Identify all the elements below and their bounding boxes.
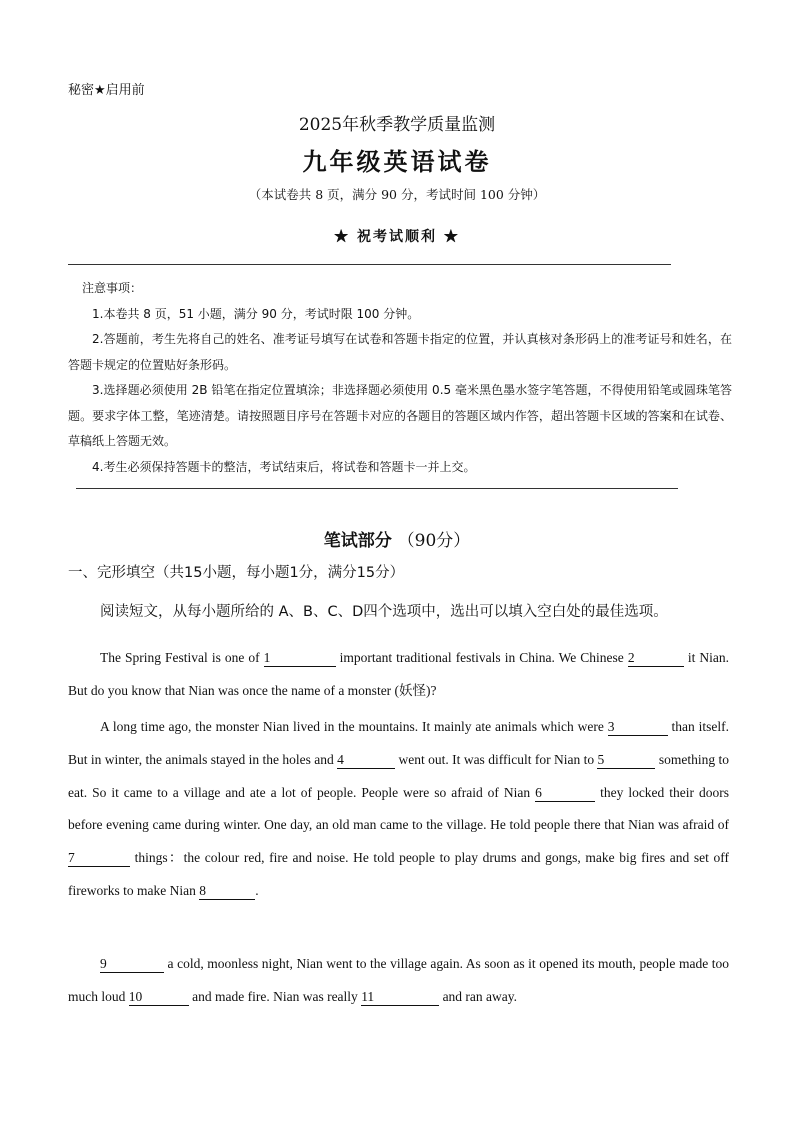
- exam-name: 2025年秋季教学质量监测: [298, 115, 496, 135]
- confidential-label: 秘密★启用前: [68, 83, 145, 98]
- passage-paragraph: 9 a cold, moonless night, Nian went to the village again. As soon as it opened its mouth, people made too much loud 10 and made fire. Nian was really 11 and ran away.: [68, 956, 729, 1004]
- notice-block: [68, 276, 732, 480]
- bottom-divider: [76, 488, 678, 489]
- good-luck-banner: ★ 祝考试顺利 ★: [334, 229, 460, 245]
- notice-item: 3.选择题必须使用 2B 铅笔在指定位置填涂；非选择题必须使用 0.5 毫米黑色墨水签字笔答题，不得使用铅笔或圆珠笔答题。要求字体工整，笔迹清楚。请按照题目序号在答题卡对应的各题目的答题区域内作答，超出答题卡区域的答案和在试卷、草稿纸上答题无效。: [68, 383, 732, 448]
- answer-blank: 3: [608, 719, 668, 736]
- notice-item: 4.考生必须保持答题卡的整洁，考试结束后，将试卷和答题卡一并上交。: [92, 459, 476, 474]
- passage-paragraph: A long time ago, the monster Nian lived in the mountains. It mainly ate animals which were 3 than itself. But in winter, the animals stayed in the holes and 4 went out. It was difficult for Nian to 5 something to eat. So it came to a village and ate a lot of people. People were so afraid of Nian 6 they locked their doors before evening came during winter. One day, an old man came to the village. He told people there that Nian was afraid of 7 things：the colour red, fire and noise. He told people to play drums and gongs, make big fires and set off fireworks to make Nian 8 .: [68, 719, 730, 898]
- notice-heading: 注意事项：: [82, 281, 143, 295]
- answer-blank: 5: [597, 752, 655, 769]
- answer-blank: 6: [535, 785, 595, 802]
- answer-blank: 7: [68, 850, 130, 867]
- notice-item: 1.本卷共 8 页，51 小题，满分 90 分，考试时限 100 分钟。: [92, 306, 420, 321]
- top-divider: [68, 264, 671, 265]
- notice-item: 2.答题前，考生先将自己的姓名、准考证号填写在试卷和答题卡指定的位置，并认真核对条形码上的准考证号和姓名，在答题卡规定的位置贴好条形码。: [68, 332, 732, 372]
- answer-blank: 9: [100, 956, 164, 973]
- exam-info: （本试卷共 8 页，满分 90 分，考试时间 100 分钟）: [248, 187, 546, 202]
- answer-blank: 2: [628, 650, 684, 667]
- section-score: （90分）: [397, 531, 471, 551]
- answer-blank: 1: [264, 650, 336, 667]
- page-title: 九年级英语试卷: [302, 147, 492, 176]
- answer-blank: 4: [337, 752, 395, 769]
- answer-blank: 10: [129, 989, 189, 1006]
- section-title: 笔试部分: [323, 531, 392, 551]
- answer-blank: 8: [199, 883, 255, 900]
- section-heading: [0, 526, 794, 551]
- part-title: 一、完形填空（共15小题，每小题1分，满分15分）: [68, 565, 405, 581]
- part-instruction: 阅读短文，从每小题所给的 A、B、C、D四个选项中，选出可以填入空白处的最佳选项。: [100, 604, 668, 620]
- passage-paragraph: The Spring Festival is one of 1 important traditional festivals in China. We Chinese 2 it Nian. But do you know that Nian was once the name of a monster (妖怪)?: [68, 650, 729, 698]
- answer-blank: 11: [361, 989, 439, 1006]
